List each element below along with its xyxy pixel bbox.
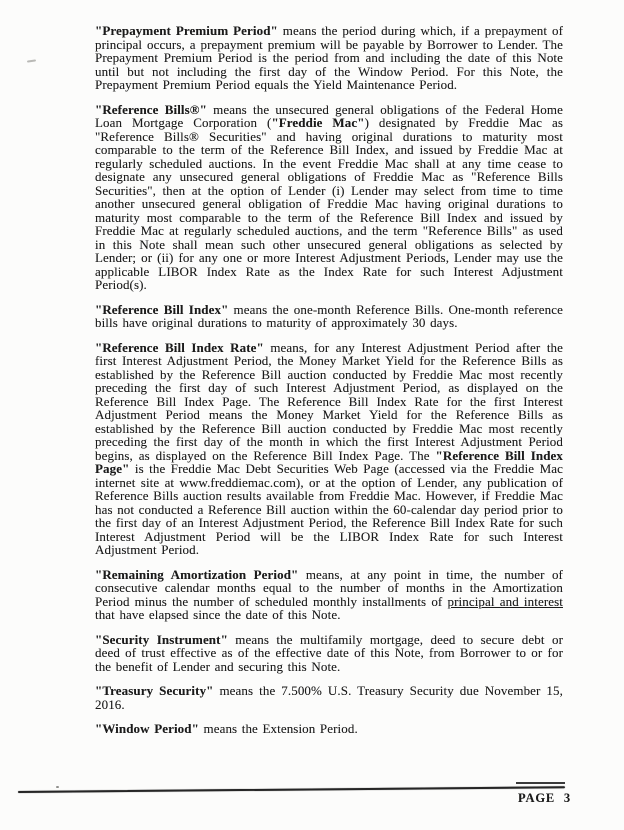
paragraph: [95, 722, 563, 736]
scan-artifact-speck: [27, 59, 36, 62]
body-text-run: means the unsecured general obligations of the Federal Home Loan Mortgage Corporation (: [95, 101, 563, 130]
defined-term: "Reference Bills®": [95, 101, 207, 117]
body-text-run: means, at any point in time, the number of consecutive calendar months equal to the number of months in the Amortization Period minus the number of scheduled monthly installments of: [95, 566, 563, 609]
body-text-run: means the multifamily mortgage, deed to secure debt or deed of trust effective as of the effective date of this Note, from Borrower to or for the benefit of Lender and securing this Note.: [95, 631, 563, 674]
body-text-run: is the Freddie Mac Debt Securities Web Page (accessed via the Freddie Mac internet site at www.freddiemac.com), or at the option of Lender, any publication of Reference Bills auction results available from Freddie Mac. However, if Freddie Mac has not conducted a Reference Bill auction within the 60-calendar day period prior to the first day of an Interest Adjustment Period, the Reference Bill Index Rate for such Interest Adjustment Period will be the LIBOR Index Rate for such Interest Adjustment Period.: [95, 461, 563, 557]
defined-term: "Reference Bill Index Page": [95, 447, 563, 476]
paragraph: [95, 103, 563, 292]
body-text-run: means the one-month Reference Bills. One-month reference bills have original durations to maturity of approximately 30 days.: [95, 301, 563, 330]
defined-term: "Prepayment Premium Period": [95, 23, 278, 38]
paragraph: [95, 341, 563, 557]
defined-term: "Reference Bill Index": [95, 301, 229, 317]
body-text-run: that have elapsed since the date of this Note.: [95, 607, 341, 622]
footer-rule: [18, 786, 565, 793]
defined-term: "Reference Bill Index Rate": [95, 339, 264, 355]
body-text-run: ) designated by Freddie Mac as "Reference Bills® Securities" and having original durations to maturity most comparable to the term of the Reference Bill Index, and issued by Freddie Mac at regularly scheduled auctions. In the event Freddie Mac shall at any time cease to designate any unsecured general obligations of Freddie Mac as "Reference Bills Securities", then at the option of Lender (i) Lender may select from time to time another unsecured general obligation of Freddie Mac having original durations to maturity most comparable to the term of the Reference Bill Index and issued by Freddie Mac at regularly scheduled auctions, and the term "Reference Bills" as used in this Note shall mean such other unsecured general obligations as selected by Lender; or (ii) for any one or more Interest Adjustment Periods, Lender may use the applicable LIBOR Index Rate as the Index Rate for such Interest Adjustment Period(s).: [95, 115, 564, 292]
body-text-run: means the period during which, if a prepayment of principal occurs, a prepayment premium will be payable by Borrower to Lender. The Prepayment Premium Period is the period from and including the date of this Note until but not including the first day of the Window Period. For this Note, the Prepayment Premium Period equals the Yield Maintenance Period.: [95, 23, 563, 92]
paragraph: [95, 303, 563, 330]
body-text-run: means the 7.500% U.S. Treasury Security due November 15, 2016.: [95, 683, 563, 712]
defined-term: "Freddie Mac": [271, 115, 365, 130]
document-body: [95, 24, 563, 747]
body-text-run: means, for any Interest Adjustment Period after the first Interest Adjustment Period, the Money Market Yield for the Reference Bills as established by the Reference Bill auction conducted by Freddie Mac most recently preceding the first day of such Interest Adjustment Period, as displayed on the Reference Bill Index Page. The Reference Bill Index Rate for the first Interest Adjustment Period means the Money Market Yield for the Reference Bills as established by the Reference Bill auction conducted by Freddie Mac most recently preceding the first day of the month in which the first Interest Adjustment Period begins, as displayed on the Reference Bill Index Page. The: [95, 339, 563, 463]
paragraph: [95, 568, 563, 622]
paragraph: [95, 684, 563, 711]
body-text-run: means the Extension Period.: [198, 721, 358, 736]
defined-term: "Remaining Amortization Period": [95, 566, 299, 582]
scan-artifact-speck: [56, 786, 59, 788]
page-number: PAGE 3: [518, 791, 571, 805]
defined-term: "Window Period": [95, 721, 199, 736]
footer-overline: [516, 782, 565, 784]
paragraph: [95, 633, 563, 674]
defined-term: "Security Instrument": [95, 631, 228, 647]
defined-term: "Treasury Security": [95, 683, 214, 698]
paragraph: [95, 24, 563, 92]
underlined-phrase: principal and interest: [447, 593, 563, 609]
